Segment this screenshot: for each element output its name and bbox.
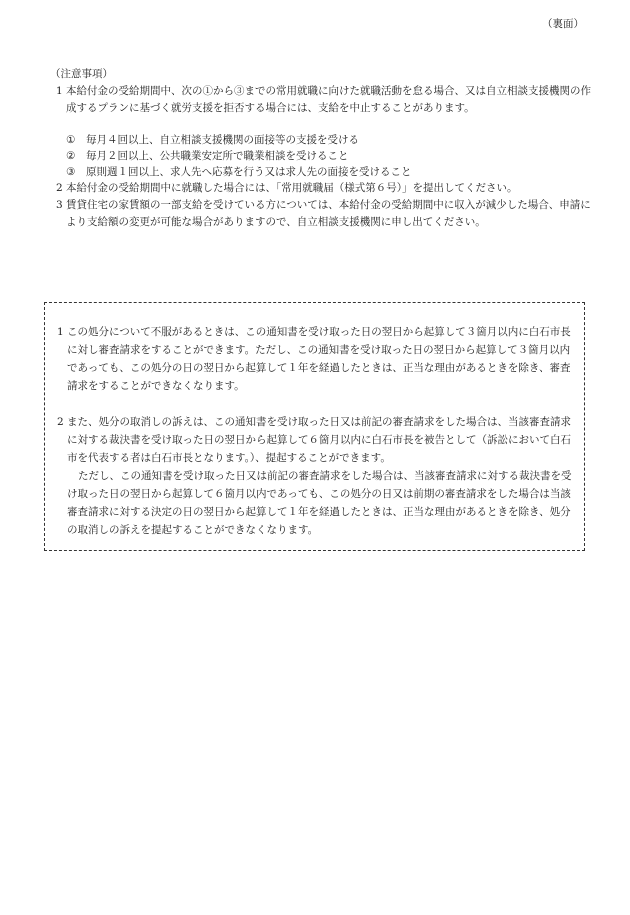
circled-number-2: ② [66, 150, 76, 162]
note-item-1 [50, 83, 595, 117]
note-item-number: 1 [56, 85, 63, 97]
list-item-text: 原則週１回以上、求人先へ応募を行う又は求人先の面接を受けること [86, 166, 412, 178]
list-item [64, 164, 595, 180]
list-item-text: 毎月４回以上、自立相談支援機関の面接等の支援を受ける [86, 134, 359, 146]
list-item-text: 毎月２回以上、公共職業安定所で職業相談を受けること [86, 150, 349, 162]
note-item-text: 本給付金の受給期間中、次の①から③までの常用就職に向けた就職活動を怠る場合、又は自立相談支援機関の作成するプランに基づく就労支援を拒否する場合には、支給を中止することがあります。 [66, 85, 591, 114]
note-item-number: 2 [56, 182, 63, 194]
page-side-label: （裏面） [542, 18, 584, 30]
appeal-notice-box [44, 302, 585, 551]
notice-item-text: この処分について不服があるときは、この通知書を受け取った日の翌日から起算して３箇月以内に白石市長に対し審査請求をすることができます。ただし、この通知書を受け取った日の翌日から起算して３箇月以内であっても、この処分の日の翌日から起算して１年を経過したときは、正当な理由があるときを除き、審査請求をすることができなくなります。 [67, 326, 571, 392]
notes-section [50, 66, 595, 231]
activity-requirements-list [50, 132, 595, 180]
note-item-text: 賃貸住宅の家賃額の一部支給を受けている方については、本給付金の受給期間中に収入が減少した場合、申請により支給額の変更が可能な場合がありますので、自立相談支援機関に申し出てください。 [66, 199, 591, 228]
circled-number-3: ③ [66, 166, 76, 178]
note-item-2 [50, 180, 595, 197]
list-item [64, 132, 595, 148]
list-item [64, 148, 595, 164]
notes-heading: （注意事項） [50, 68, 113, 80]
notice-item-2 [55, 413, 574, 467]
notice-item-number: 2 [57, 416, 64, 428]
notice-item-number: 1 [57, 326, 64, 338]
circled-number-1: ① [66, 134, 76, 146]
note-item-number: 3 [56, 199, 63, 211]
note-item-text: 本給付金の受給期間中に就職した場合には、「常用就職届（様式第６号）」を提出してください。 [66, 182, 518, 194]
note-item-3 [50, 197, 595, 231]
notice-item-text: また、処分の取消しの訴えは、この通知書を受け取った日又は前記の審査請求をした場合は、当該審査請求に対する裁決書を受け取った日の翌日から起算して６箇月以内に白石市長を被告として（訴訟において白石市を代表する者は白石市長となります。）、提起することができます。 [67, 416, 571, 464]
notice-item-1 [55, 323, 574, 395]
notice-item-2-proviso: ただし、この通知書を受け取った日又は前記の審査請求をした場合は、当該審査請求に対する裁決書を受け取った日の翌日から起算して６箇月以内であっても、この処分の日又は前期の審査請求をした場合は当該審査請求に対する決定の日の翌日から起算して１年を経過したときは、正当な理由があるときを除き、処分の取消しの訴えを提起することができなくなります。 [67, 470, 572, 536]
